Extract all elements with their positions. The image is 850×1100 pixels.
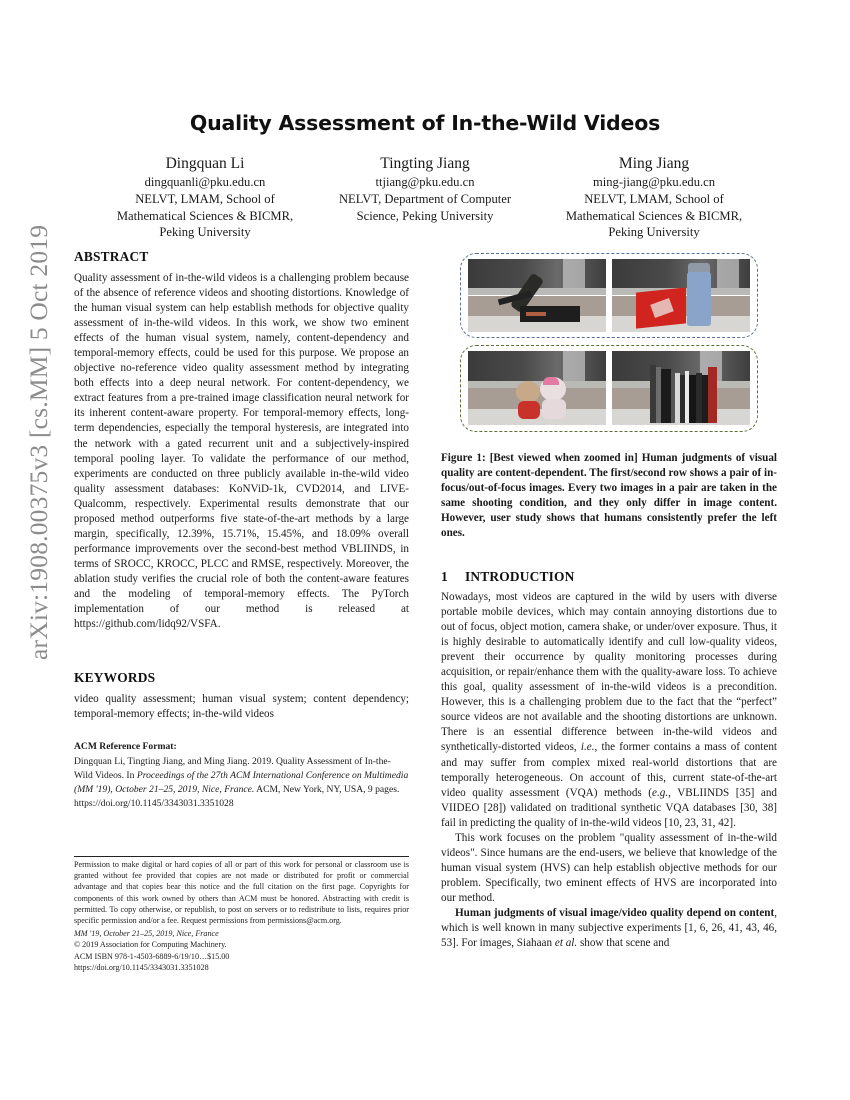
figure-caption: Figure 1: [Best viewed when zoomed in] Human judgments of visual quality are content-dependent. The first/second row shows a pair of in-focus/out-of-focus images. Every two images in a pair are taken in the same shooting condition, and they only differ in image content. However, user study shows that humans consistently prefer the left ones. [441, 452, 777, 540]
acm-reference-suffix: ACM, New York, NY, USA, 9 pages. https://doi.org/10.1145/3343031.3351028 [74, 784, 400, 809]
author-block-2 [320, 154, 530, 224]
acm-reference-heading: ACM Reference Format: [74, 741, 177, 752]
abstract-body [74, 271, 409, 632]
author-affiliation-line: Mathematical Sciences & BICMR, [565, 208, 743, 223]
author-affiliation-line: Mathematical Sciences & BICMR, [116, 208, 294, 223]
author-affiliation-line: NELVT, LMAM, School of [584, 191, 724, 206]
venue-line: MM '19, October 21–25, 2019, Nice, France [74, 929, 219, 939]
author-name: Dingquan Li [165, 155, 245, 172]
footnote-divider [74, 856, 409, 857]
author-name: Ming Jiang [618, 155, 690, 172]
copyright-line: © 2019 Association for Computing Machinery. [74, 940, 227, 950]
keywords-body [74, 692, 409, 722]
author-affiliation-line: NELVT, LMAM, School of [135, 191, 275, 206]
abstract-heading: ABSTRACT [74, 249, 149, 264]
arxiv-identifier-stamp: arXiv:1908.00375v3 [cs.MM] 5 Oct 2019 [24, 224, 53, 660]
section-number: 1 [441, 569, 448, 584]
keywords-heading: KEYWORDS [74, 670, 156, 685]
author-affiliation-line: Science, Peking University [356, 208, 494, 223]
author-email[interactable]: ttjiang@pku.edu.cn [375, 175, 475, 189]
author-affiliation-line: NELVT, Department of Computer [338, 191, 512, 206]
section-title: INTRODUCTION [465, 569, 575, 584]
author-affiliation-line: Peking University [608, 225, 700, 240]
intro-paragraph-1: Nowadays, most videos are captured in the wild by users with diverse portable mobile devices, which may contain annoying distortions due to out of focus, object motion, camera shake, or under/over exposure. Thus, it is highly desirable to automatically identify and cull low-quality videos, prevent their occurrence by quality monitoring processes during acquisition, or repair/enhance them with the quality-aware loss. To achieve this goal, quality assessment of in-the-wild videos is a precondition. However, this is a challenging problem due to the fact that the “perfect” source videos are not available and the shooting distortions are unknown. There is an essential difference between in-the-wild videos and synthetically-distorted videos, i.e., the former contains a mass of content and may suffer from complex mixed real-world distortions that are temporally heterogeneous. On account of this, current state-of-the-art video quality assessment (VQA) methods (e.g., VBLIINDS [35] and VIIDEO [28]) validated on traditional synthetic VQA databases [30, 38] fail in predicting the quality of in-the-wild videos [10, 23, 31, 42]. [441, 591, 777, 829]
abstract-text: Quality assessment of in-the-wild videos is a challenging problem because of the absence of reference videos and shooting distortions. Knowledge of the human visual system can help establish methods for objective quality assessment of in-the-wild videos. In this work, we show two eminent effects of the human visual system, namely, content-dependency and temporal-memory effects, could be used for this purpose. We propose an objective no-reference video quality assessment method by integrating both effects into a deep neural network. For content-dependency, we extract features from a pre-trained image classification neural network for its inherent content-aware property. For temporal-memory effects, long-term dependencies, especially the temporal hysteresis, are integrated into the network with a gated recurrent unit and a subjectively-inspired temporal pooling layer. To validate the performance of our method, experiments are conducted on three publicly available in-the-wild video quality assessment databases: KoNViD-1k, CVD2014, and LIVE-Qualcomm, respectively. Experimental results demonstrate that our proposed method outperforms five state-of-the-art methods by a large margin, specifically, 12.39%, 15.71%, 15.45%, and 18.09% overall performance improvements over the second-best method VBLIINDS, in terms of SROCC, KROCC, PLCC and RMSE, respectively. Moreover, the ablation study verifies the crucial role of both the content-aware features and the modeling of temporal-memory effects. The PyTorch implementation of our method is released at https://github.com/lidq92/VSFA. [74, 272, 409, 631]
isbn-line: ACM ISBN 978-1-4503-6889-6/19/10…$15.00 [74, 951, 230, 961]
intro-paragraph-2: This work focuses on the problem "quality assessment of in-the-wild videos". Since humans are the end-users, we believe that knowledge of the human visual system (HVS) can help establish objective methods for our problem. Specifically, two eminent effects of HVS are incorporated into our method. [441, 831, 777, 904]
author-email[interactable]: ming-jiang@pku.edu.cn [592, 175, 716, 189]
acm-reference-body [74, 755, 409, 811]
figure-image-books [612, 351, 750, 425]
introduction-body [441, 590, 777, 951]
author-block-1 [100, 154, 310, 241]
permission-notice: Permission to make digital or hard copies of all or part of this work for personal or classroom use is granted without fee provided that copies are not made or distributed for profit or commercial advantage and that copies bear this notice and the full citation on the first page. Copyrights for components of this work owned by others than ACM must be honored. Abstracting with credit is permitted. To copy otherwise, or republish, to post on servers or to redistribute to lists, requires prior specific permission and/or a fee. Request permissions from permissions@acm.org. [74, 860, 409, 926]
author-affiliation-line: Peking University [159, 225, 251, 240]
introduction-heading [441, 569, 575, 585]
copyright-footnote [74, 859, 409, 973]
author-email[interactable]: dingquanli@pku.edu.cn [144, 175, 266, 189]
author-name: Tingting Jiang [380, 155, 470, 172]
paper-title: Quality Assessment of In-the-Wild Videos [189, 111, 661, 135]
acm-reference-prefix: Dingquan Li, Tingting Jiang, and Ming Jiang. 2019. Quality Assessment of In-the-Wild Videos. In [74, 756, 391, 781]
intro-paragraph-3: Human judgments of visual image/video quality depend on content, which is well known in many subjective experiments [1, 6, 26, 41, 43, 46, 53]. For images, Siahaan et al. show that scene and [441, 906, 777, 950]
acm-reference-proceedings: Proceedings of the 27th ACM International Conference on Multimedia (MM '19), October 21–25, 2019, Nice, France. [74, 770, 409, 795]
figure-image-tissue-thermos [612, 259, 750, 332]
keywords-text: video quality assessment; human visual system; content dependency; temporal-memory effects; in-the-wild videos [74, 693, 409, 721]
figure-image-robot-arm [468, 259, 606, 332]
figure-image-plush-toys [468, 351, 606, 425]
doi-line[interactable]: https://doi.org/10.1145/3343031.3351028 [74, 962, 209, 972]
author-block-3 [549, 154, 759, 241]
